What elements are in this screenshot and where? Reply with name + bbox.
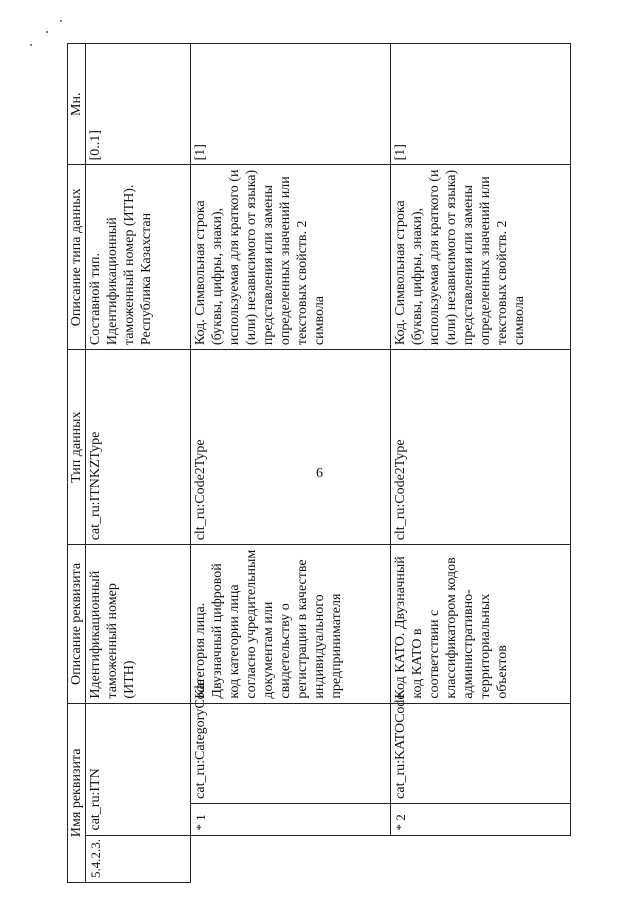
requisites-table <box>67 43 571 883</box>
header-row <box>68 44 86 883</box>
data-type: clt_ru:Code2Type <box>391 350 571 545</box>
requisite-description: Категория лица. Двузначный цифровой код категории лица согласно учредительным документам или свидетельству о регистрации в качестве индивидуального предпринимателя <box>191 545 391 703</box>
table-row <box>191 44 391 883</box>
multiplicity: [1] <box>191 44 391 165</box>
type-description: Составной тип. Идентификационный таможенный номер (ИТН). Республика Казахстан <box>86 165 191 350</box>
header-type-description: Описание типа данных <box>68 165 86 350</box>
requisite-name: cat_ru:ITN <box>86 703 191 835</box>
header-description: Описание реквизита <box>68 545 86 703</box>
indent-cell <box>191 835 391 882</box>
requisite-name: cat_ru:CategoryCode <box>191 703 391 803</box>
page-number: 6 <box>316 466 323 481</box>
scan-mark <box>46 31 48 33</box>
requisite-name: cat_ru:KATOCode <box>391 703 571 803</box>
multiplicity: [1] <box>391 44 571 165</box>
type-description: Код. Символьная строка (буквы, цифры, знаки), используемая для краткого (и (или) независимого от языка) представления или замены определенных значений или текстовых свойств. 2 символа <box>191 165 391 350</box>
table-row <box>86 44 191 883</box>
data-type: clt_ru:Code2Type <box>191 350 391 545</box>
scan-mark <box>30 44 32 46</box>
row-number: * 2 <box>391 803 571 835</box>
data-type: cat_ru:ITNKZType <box>86 350 191 545</box>
rotated-table-container <box>67 43 627 883</box>
table-row <box>391 44 571 883</box>
header-mn: Мн. <box>68 44 86 165</box>
requisite-description: Идентификационный таможенный номер (ИТН) <box>86 545 191 703</box>
indent-cell <box>391 835 571 882</box>
row-number: * 1 <box>191 803 391 835</box>
requisite-description: Код КАТО. Двузначный код КАТО в соответствии с классификатором кодов административно-территориальных объектов <box>391 545 571 703</box>
type-description: Код. Символьная строка (буквы, цифры, знаки), используемая для краткого (и (или) независимого от языка) представления или замены определенных значений или текстовых свойств. 2 символа <box>391 165 571 350</box>
multiplicity: [0..1] <box>86 44 191 165</box>
header-name: Имя реквизита <box>68 703 86 882</box>
scan-mark <box>60 20 62 22</box>
row-number: 5.4.2.3. <box>86 835 191 882</box>
header-type: Тип данных <box>68 350 86 545</box>
